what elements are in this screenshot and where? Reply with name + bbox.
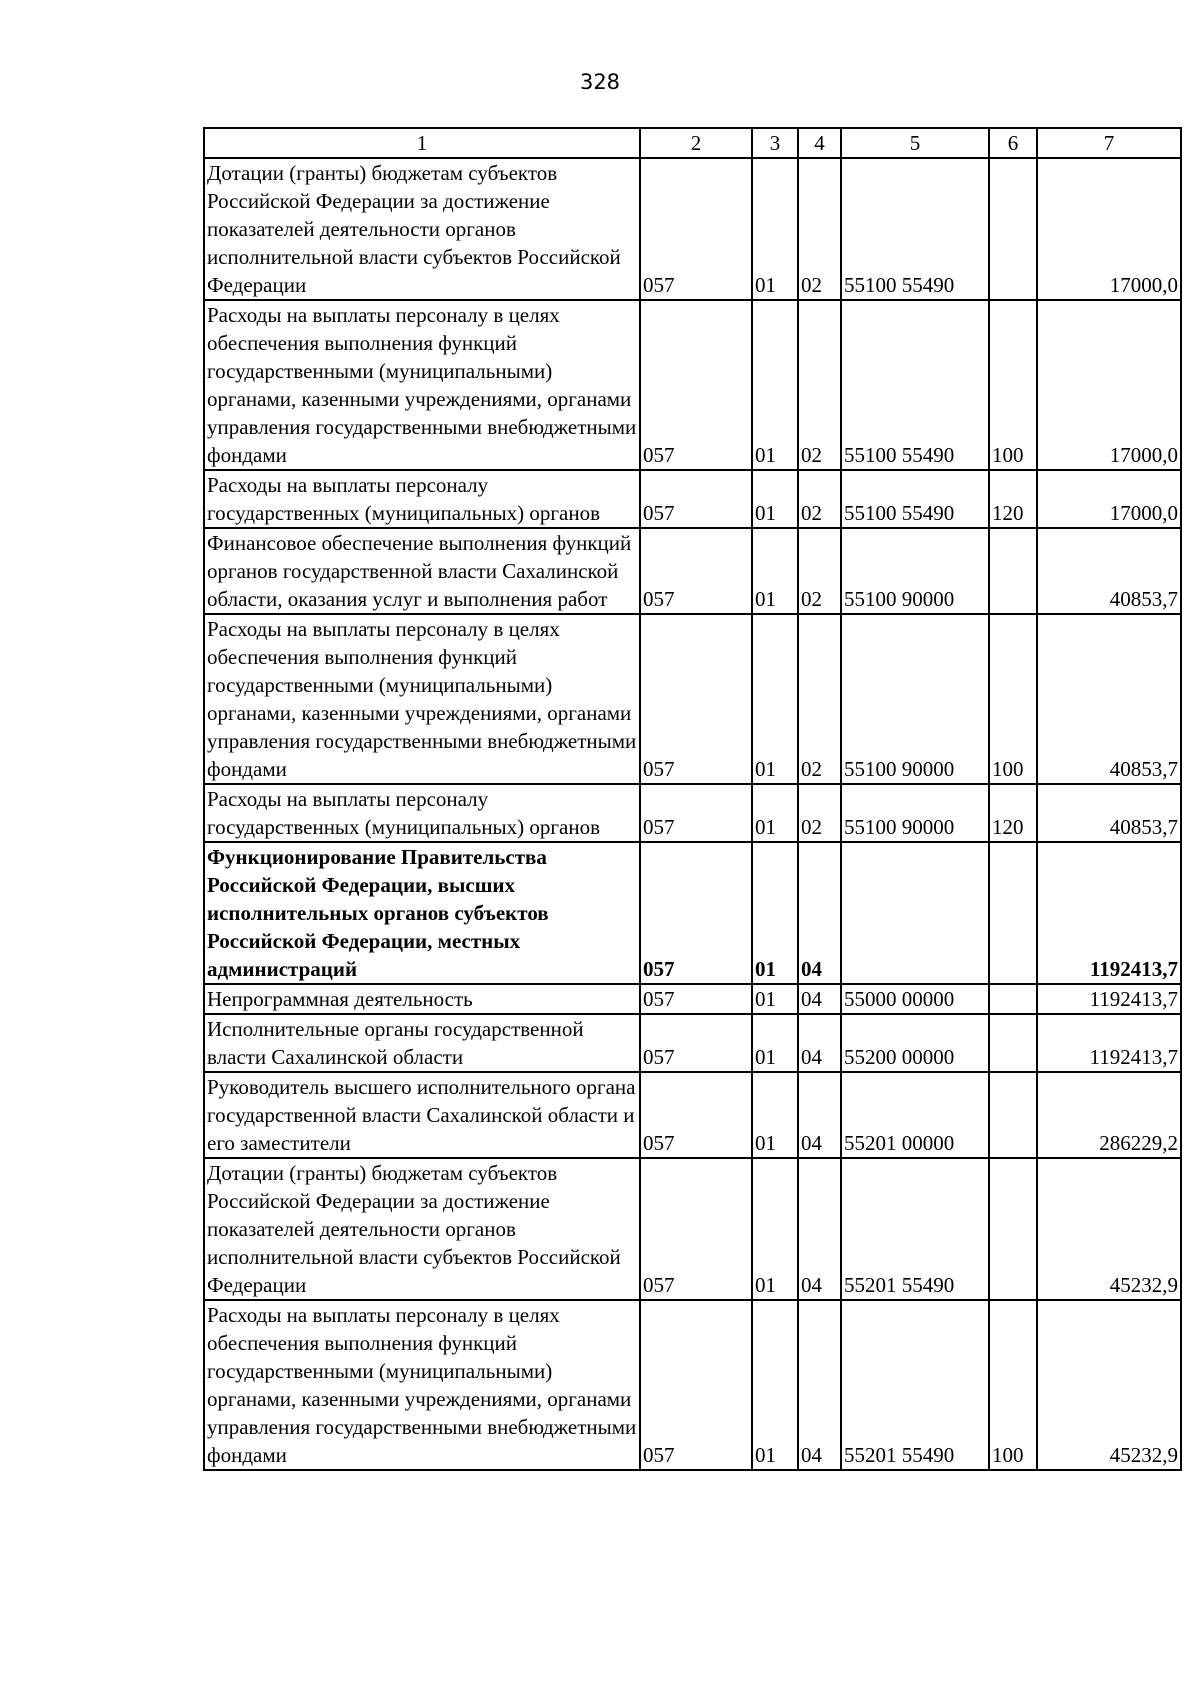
row-expense-type-code <box>989 158 1037 300</box>
row-expense-type-code <box>989 1072 1037 1158</box>
row-amount: 17000,0 <box>1037 300 1181 470</box>
row-name: Расходы на выплаты персоналу государственных (муниципальных) органов <box>204 470 640 528</box>
row-target-code: 55100 90000 <box>841 528 989 614</box>
row-amount: 286229,2 <box>1037 1072 1181 1158</box>
table-row <box>204 984 1181 1014</box>
table-row <box>204 1300 1181 1470</box>
header-col-2: 2 <box>640 128 752 158</box>
row-ministry-code: 057 <box>640 1158 752 1300</box>
row-name: Финансовое обеспечение выполнения функций органов государственной власти Сахалинской области, оказания услуг и выполнения работ <box>204 528 640 614</box>
row-target-code: 55100 55490 <box>841 158 989 300</box>
row-amount: 17000,0 <box>1037 470 1181 528</box>
row-name: Дотации (гранты) бюджетам субъектов Российской Федерации за достижение показателей деятельности органов исполнительной власти субъектов Российской Федерации <box>204 1158 640 1300</box>
row-section-code: 01 <box>752 1158 798 1300</box>
row-subsection-code: 04 <box>798 1158 841 1300</box>
row-target-code: 55100 90000 <box>841 614 989 784</box>
header-row <box>204 128 1181 158</box>
row-ministry-code: 057 <box>640 300 752 470</box>
row-ministry-code: 057 <box>640 470 752 528</box>
row-section-code: 01 <box>752 1014 798 1072</box>
table-row <box>204 158 1181 300</box>
row-name: Руководитель высшего исполнительного органа государственной власти Сахалинской области и его заместители <box>204 1072 640 1158</box>
row-target-code: 55201 55490 <box>841 1158 989 1300</box>
budget-table <box>203 127 1182 1471</box>
row-name: Расходы на выплаты персоналу государственных (муниципальных) органов <box>204 784 640 842</box>
header-col-7: 7 <box>1037 128 1181 158</box>
table-row <box>204 470 1181 528</box>
row-subsection-code: 04 <box>798 1014 841 1072</box>
header-col-6: 6 <box>989 128 1037 158</box>
table-row <box>204 614 1181 784</box>
row-name: Исполнительные органы государственной власти Сахалинской области <box>204 1014 640 1072</box>
row-expense-type-code: 100 <box>989 300 1037 470</box>
row-subsection-code: 04 <box>798 1300 841 1470</box>
row-amount: 1192413,7 <box>1037 1014 1181 1072</box>
row-ministry-code: 057 <box>640 1072 752 1158</box>
row-target-code: 55201 00000 <box>841 1072 989 1158</box>
row-subsection-code: 02 <box>798 470 841 528</box>
table-row <box>204 528 1181 614</box>
row-ministry-code: 057 <box>640 614 752 784</box>
row-amount: 40853,7 <box>1037 784 1181 842</box>
row-target-code: 55100 55490 <box>841 470 989 528</box>
header-col-1: 1 <box>204 128 640 158</box>
table-row <box>204 300 1181 470</box>
table-row <box>204 1072 1181 1158</box>
row-ministry-code: 057 <box>640 984 752 1014</box>
row-expense-type-code: 120 <box>989 470 1037 528</box>
row-subsection-code: 04 <box>798 842 841 984</box>
row-ministry-code: 057 <box>640 1014 752 1072</box>
row-expense-type-code <box>989 1014 1037 1072</box>
row-ministry-code: 057 <box>640 784 752 842</box>
header-col-5: 5 <box>841 128 989 158</box>
row-ministry-code: 057 <box>640 158 752 300</box>
row-subsection-code: 04 <box>798 984 841 1014</box>
row-target-code: 55200 00000 <box>841 1014 989 1072</box>
row-amount: 1192413,7 <box>1037 842 1181 984</box>
row-section-code: 01 <box>752 842 798 984</box>
row-expense-type-code <box>989 842 1037 984</box>
row-subsection-code: 02 <box>798 528 841 614</box>
row-section-code: 01 <box>752 528 798 614</box>
row-name: Дотации (гранты) бюджетам субъектов Российской Федерации за достижение показателей деятельности органов исполнительной власти субъектов Российской Федерации <box>204 158 640 300</box>
table-row <box>204 1014 1181 1072</box>
row-expense-type-code <box>989 984 1037 1014</box>
row-section-code: 01 <box>752 784 798 842</box>
row-amount: 1192413,7 <box>1037 984 1181 1014</box>
row-section-code: 01 <box>752 614 798 784</box>
table-row <box>204 784 1181 842</box>
row-expense-type-code <box>989 528 1037 614</box>
row-target-code <box>841 842 989 984</box>
row-subsection-code: 02 <box>798 784 841 842</box>
row-target-code: 55100 90000 <box>841 784 989 842</box>
row-expense-type-code: 100 <box>989 1300 1037 1470</box>
row-amount: 45232,9 <box>1037 1158 1181 1300</box>
row-subsection-code: 02 <box>798 300 841 470</box>
row-target-code: 55201 55490 <box>841 1300 989 1470</box>
row-ministry-code: 057 <box>640 528 752 614</box>
row-subsection-code: 04 <box>798 1072 841 1158</box>
row-section-code: 01 <box>752 1072 798 1158</box>
row-target-code: 55100 55490 <box>841 300 989 470</box>
row-target-code: 55000 00000 <box>841 984 989 1014</box>
header-col-3: 3 <box>752 128 798 158</box>
row-ministry-code: 057 <box>640 1300 752 1470</box>
table-row-bold <box>204 842 1181 984</box>
row-subsection-code: 02 <box>798 614 841 784</box>
row-name: Расходы на выплаты персоналу в целях обеспечения выполнения функций государственными (муниципальными) органами, казенными учреждениями, органами управления государственными внебюджетными фондами <box>204 300 640 470</box>
table-row <box>204 1158 1181 1300</box>
row-section-code: 01 <box>752 984 798 1014</box>
row-expense-type-code <box>989 1158 1037 1300</box>
row-section-code: 01 <box>752 158 798 300</box>
row-amount: 45232,9 <box>1037 1300 1181 1470</box>
row-section-code: 01 <box>752 300 798 470</box>
row-amount: 40853,7 <box>1037 528 1181 614</box>
header-col-4: 4 <box>798 128 841 158</box>
row-name: Непрограммная деятельность <box>204 984 640 1014</box>
page-number: 328 <box>579 70 621 94</box>
row-name: Расходы на выплаты персоналу в целях обеспечения выполнения функций государственными (муниципальными) органами, казенными учреждениями, органами управления государственными внебюджетными фондами <box>204 614 640 784</box>
row-name: Расходы на выплаты персоналу в целях обеспечения выполнения функций государственными (муниципальными) органами, казенными учреждениями, органами управления государственными внебюджетными фондами <box>204 1300 640 1470</box>
row-amount: 40853,7 <box>1037 614 1181 784</box>
row-subsection-code: 02 <box>798 158 841 300</box>
row-section-code: 01 <box>752 1300 798 1470</box>
row-expense-type-code: 120 <box>989 784 1037 842</box>
row-name: Функционирование Правительства Российской Федерации, высших исполнительных органов субъектов Российской Федерации, местных администраций <box>204 842 640 984</box>
row-expense-type-code: 100 <box>989 614 1037 784</box>
row-amount: 17000,0 <box>1037 158 1181 300</box>
row-ministry-code: 057 <box>640 842 752 984</box>
row-section-code: 01 <box>752 470 798 528</box>
